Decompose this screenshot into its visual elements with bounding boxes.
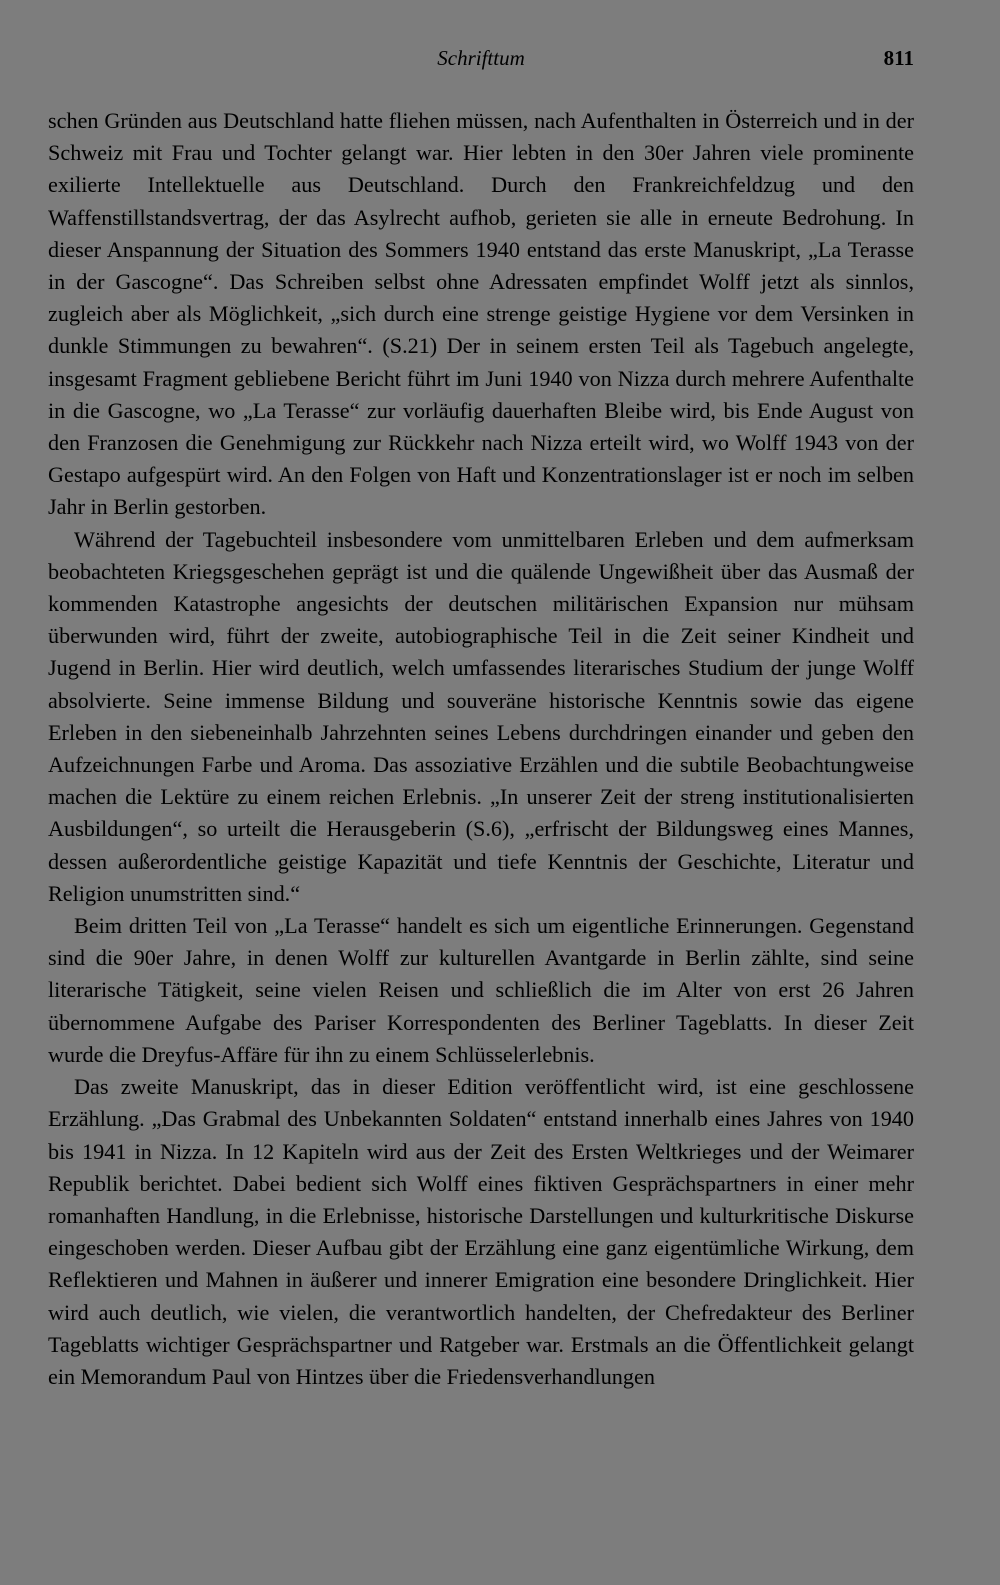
page-header — [48, 46, 914, 80]
body-text — [48, 105, 914, 1393]
running-head: Schrifttum — [437, 46, 525, 70]
page-number: 811 — [883, 46, 914, 70]
paragraph-3: Beim dritten Teil von „La Terasse“ handelt es sich um eigentliche Erinnerungen. Gegenstand sind die 90er Jahre, in denen Wolff zur kulturellen Avantgarde in Berlin zählte, sind seine literarische Tätigkeit, seine vielen Reisen und schließlich die im Alter von erst 26 Jahren übernommene Aufgabe des Pariser Korrespondenten des Berliner Tageblatts. In dieser Zeit wurde die Dreyfus-Affäre für ihn zu einem Schlüsselerlebnis. — [48, 913, 914, 1067]
paragraph-1: schen Gründen aus Deutschland hatte fliehen müssen, nach Aufenthalten in Österreich und in der Schweiz mit Frau und Tochter gelangt war. Hier lebten in den 30er Jahren viele prominente exilierte Intellektuelle aus Deutschland. Durch den Frankreichfeldzug und den Waffenstillstandsvertrag, der das Asylrecht aufhob, gerieten sie alle in erneute Bedrohung. In dieser Anspannung der Situation des Sommers 1940 entstand das erste Manuskript, „La Terasse in der Gascogne“. Das Schreiben selbst ohne Adressaten empfindet Wolff jetzt als sinnlos, zugleich aber als Möglichkeit, „sich durch eine strenge geistige Hygiene vor dem Versinken in dunkle Stimmungen zu bewahren“. (S.21) Der in seinem ersten Teil als Tagebuch angelegte, insgesamt Fragment gebliebene Bericht führt im Juni 1940 von Nizza durch mehrere Aufenthalte in die Gascogne, wo „La Terasse“ zur vorläufig dauerhaften Bleibe wird, bis Ende August von den Franzosen die Genehmigung zur Rückkehr nach Nizza erteilt wird, wo Wolff 1943 von der Gestapo aufgespürt wird. An den Folgen von Haft und Konzentrationslager ist er noch im selben Jahr in Berlin gestorben. — [48, 108, 914, 520]
paragraph-4: Das zweite Manuskript, das in dieser Edition veröffentlicht wird, ist eine geschlossene Erzählung. „Das Grabmal des Unbekannten Soldaten“ entstand innerhalb eines Jahres von 1940 bis 1941 in Nizza. In 12 Kapiteln wird aus der Zeit des Ersten Weltkrieges und der Weimarer Republik berichtet. Dabei bedient sich Wolff eines fiktiven Gesprächspartners in einer mehr romanhaften Handlung, in die Erlebnisse, historische Darstellungen und kulturkritische Diskurse eingeschoben werden. Dieser Aufbau gibt der Erzählung eine ganz eigentümliche Wirkung, dem Reflektieren und Mahnen in äußerer und innerer Emigration eine besondere Dringlichkeit. Hier wird auch deutlich, wie vielen, die verantwortlich handelten, der Chefredakteur des Berliner Tageblatts wichtiger Gesprächspartner und Ratgeber war. Erstmals an die Öffentlichkeit gelangt ein Memorandum Paul von Hintzes über die Friedensverhandlungen — [48, 1074, 914, 1389]
paragraph-2: Während der Tagebuchteil insbesondere vom unmittelbaren Erleben und dem aufmerksam beobachteten Kriegsgeschehen geprägt ist und die quälende Ungewißheit über das Ausmaß der kommenden Katastrophe angesichts der deutschen militärischen Expansion nur mühsam überwunden wird, führt der zweite, autobiographische Teil in die Zeit seiner Kindheit und Jugend in Berlin. Hier wird deutlich, welch umfassendes literarisches Studium der junge Wolff absolvierte. Seine immense Bildung und souveräne historische Kenntnis sowie das eigene Erleben in den siebeneinhalb Jahrzehnten seines Lebens durchdringen einander und geben den Aufzeichnungen Farbe und Aroma. Das assoziative Erzählen und die subtile Beobachtungweise machen die Lektüre zu einem reichen Erlebnis. „In unserer Zeit der streng institutionalisierten Ausbildungen“, so urteilt die Herausgeberin (S.6), „erfrischt der Bildungsweg eines Mannes, dessen außerordentliche geistige Kapazität und tiefe Kenntnis der Geschichte, Literatur und Religion unumstritten sind.“ — [48, 526, 914, 906]
